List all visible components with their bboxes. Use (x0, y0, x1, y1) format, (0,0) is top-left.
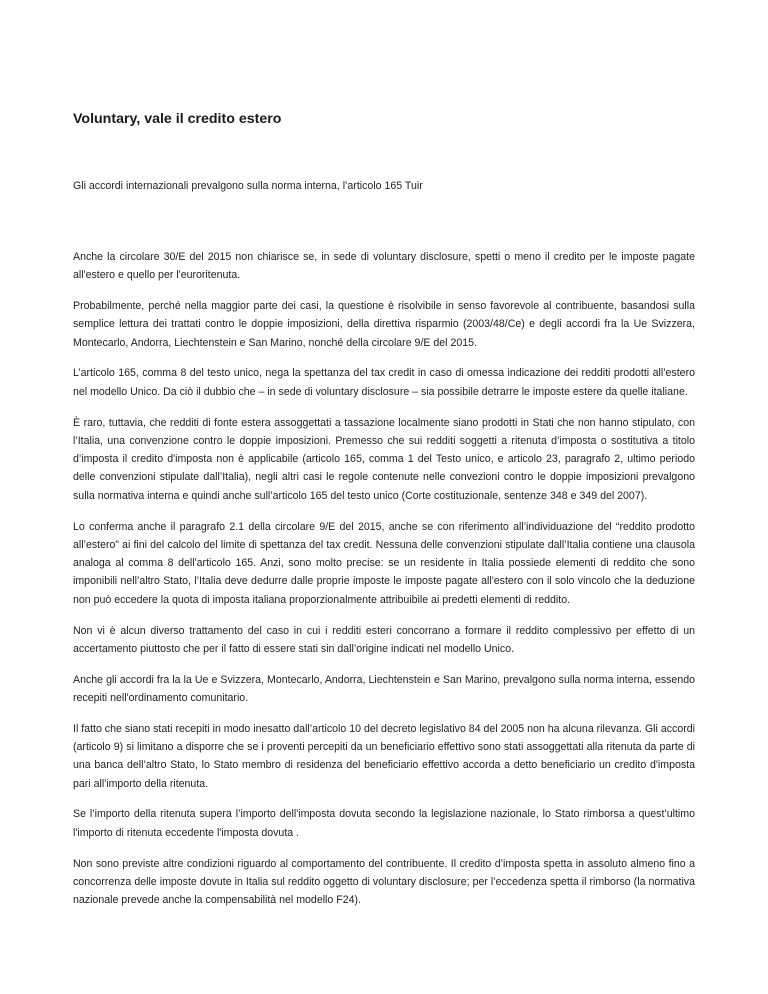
paragraph: L’articolo 165, comma 8 del testo unico, nega la spettanza del tax credit in caso di omessa indicazione dei redditi prodotti all’estero nel modello Unico. Da ciò il dubbio che – in sede di voluntary disclosure – sia possibile detrarre le imposte estere da quelle italiane. (73, 367, 695, 398)
paragraph: Probabilmente, perché nella maggior parte dei casi, la questione è risolvibile in senso favorevole al contribuente, basandosi sulla semplice lettura dei trattati contro le doppie imposizioni, della direttiva risparmio (2003/48/Ce) e degli accordi fra la Ue Svizzera, Montecarlo, Andorra, Liechtenstein e San Marino, nonché della circolare 9/E del 2015. (73, 300, 695, 349)
paragraph: Anche gli accordi fra la la Ue e Svizzera, Montecarlo, Andorra, Liechtenstein e San Marino, prevalgono sulla norma interna, essendo recepiti nell'ordinamento comunitario. (73, 673, 695, 704)
paragraph: Non sono previste altre condizioni riguardo al comportamento del contribuente. Il credito d’imposta spetta in assoluto almeno fino a concorrenza delle imposte dovute in Italia sul reddito oggetto di voluntary disclosure; per l’eccedenza spetta il rimborso (la normativa nazionale prevede anche la compensabilità nel modello F24). (73, 857, 695, 907)
paragraph: Non vi è alcun diverso trattamento del caso in cui i redditi esteri concorrano a formare il reddito complessivo per effetto di un accertamento piuttosto che per il fatto di essere stati sin dall’origine indicati nel modello Unico. (73, 624, 695, 655)
document-subtitle: Gli accordi internazionali prevalgono sulla norma interna, l’articolo 165 Tuir (73, 180, 423, 192)
document-body (73, 248, 695, 922)
paragraph: Lo conferma anche il paragrafo 2.1 della circolare 9/E del 2015, anche se con riferimento all’individuazione del “reddito prodotto all’estero” ai fini del calcolo del limite di spettanza del tax credit. Nessuna delle convenzioni stipulate dall’Italia contiene una clausola analoga al comma 8 dell'articolo 165. Anzi, sono molto precise: se un residente in Italia possiede elementi di reddito che sono imponibili nell’altro Stato, l’Italia deve dedurre dalle proprie imposte le imposte pagate all'estero con il solo vincolo che la deduzione non può eccedere la quota di imposta italiana proporzionalmente attribuibile ai predetti elementi di reddito. (73, 520, 695, 606)
paragraph: Se l’importo della ritenuta supera l’importo dell'imposta dovuta secondo la legislazione nazionale, lo Stato rimborsa a quest’ultimo l'importo di ritenuta eccedente l'imposta dovuta . (73, 808, 695, 839)
document-title: Voluntary, vale il credito estero (73, 111, 282, 127)
paragraph: È raro, tuttavia, che redditi di fonte estera assoggettati a tassazione localmente siano prodotti in Stati che non hanno stipulato, con l’Italia, una convenzione contro le doppie imposizioni. Premesso che sui redditi soggetti a ritenuta d’imposta o sostitutiva a titolo d’imposta il credito d'imposta non è applicabile (articolo 165, comma 1 del Testo unico, e articolo 23, paragrafo 2, ultimo periodo delle convenzioni stipulate dall’Italia), negli altri casi le regole contenute nelle convezioni contro le doppie imposizioni prevalgono sulla normativa interna e quindi anche sull’articolo 165 del testo unico (Corte costituzionale, sentenze 348 e 349 del 2007). (73, 416, 695, 502)
paragraph: Anche la circolare 30/E del 2015 non chiarisce se, in sede di voluntary disclosure, spetti o meno il credito per le imposte pagate all'estero e quello per l'euroritenuta. (73, 251, 695, 282)
paragraph: Il fatto che siano stati recepiti in modo inesatto dall’articolo 10 del decreto legislativo 84 del 2005 non ha alcuna rilevanza. Gli accordi (articolo 9) si limitano a disporre che se i proventi percepiti da un beneficiario effettivo sono stati assoggettati alla ritenuta da parte di una banca dell’altro Stato, lo Stato membro di residenza del beneficiario effettivo accorda a detto beneficiario un credito d'imposta pari all'importo della ritenuta. (73, 722, 695, 790)
